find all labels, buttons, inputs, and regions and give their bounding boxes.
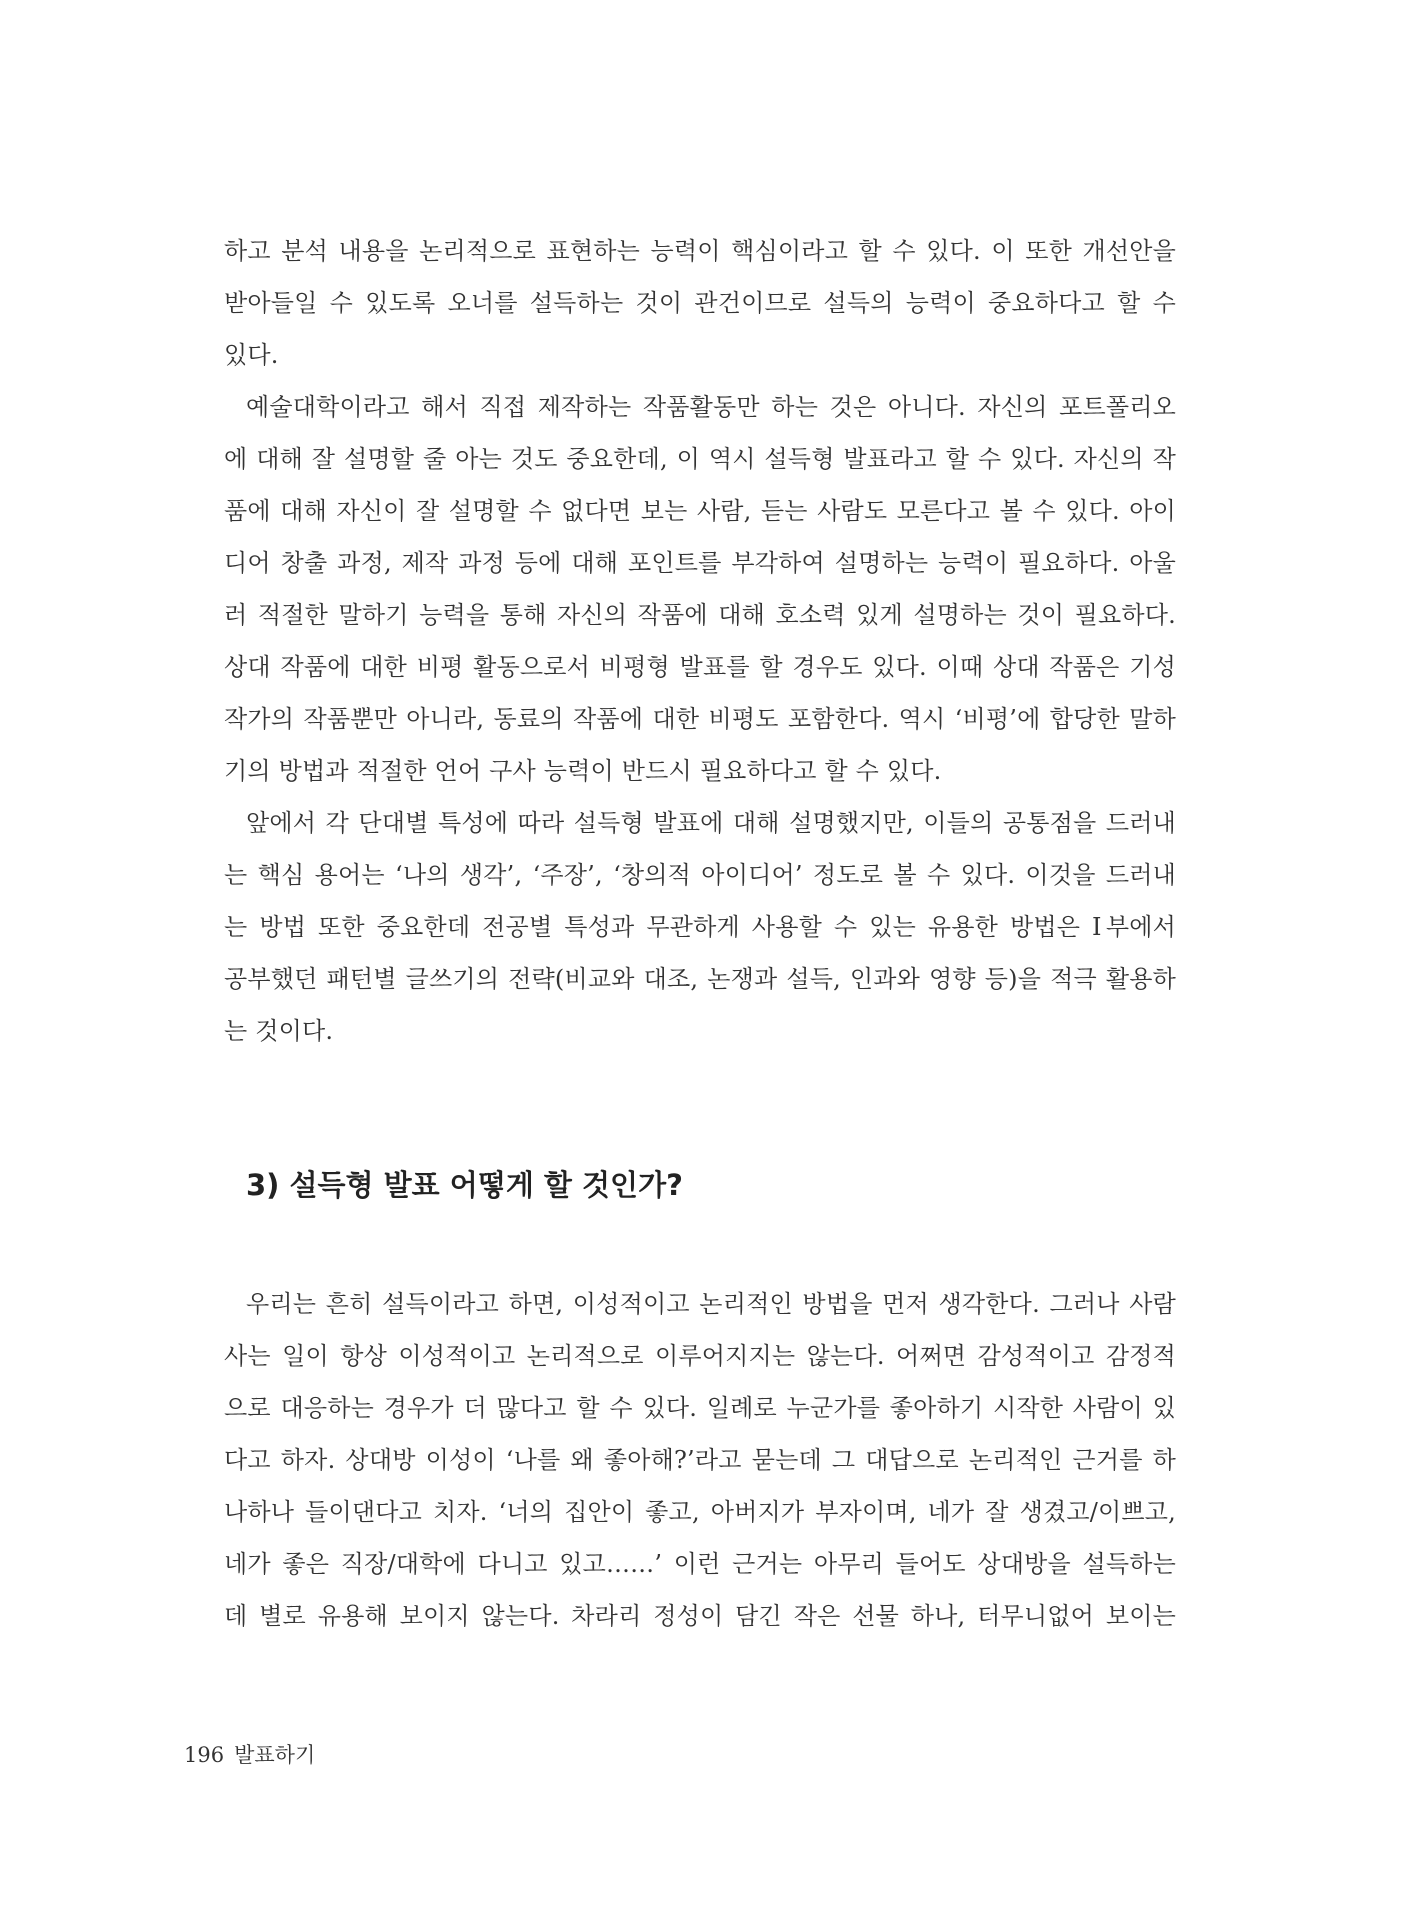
running-title: 발표하기	[234, 1743, 316, 1767]
body-line: 나하나 들이댄다고 치자. ‘너의 집안이 좋고, 아버지가 부자이며, 네가 잘 생겼고/이쁘고,	[224, 1498, 1176, 1526]
body-line: 는 방법 또한 중요한데 전공별 특성과 무관하게 사용할 수 있는 유용한 방법은 Ⅰ부에서	[224, 913, 1176, 941]
body-line: 는 것이다.	[224, 1017, 334, 1045]
body-line: 디어 창출 과정, 제작 과정 등에 대해 포인트를 부각하여 설명하는 능력이 필요하다. 아울	[224, 549, 1176, 577]
body-line: 앞에서 각 단대별 특성에 따라 설득형 발표에 대해 설명했지만, 이들의 공통점을 드러내	[246, 809, 1176, 837]
body-line: 작가의 작품뿐만 아니라, 동료의 작품에 대한 비평도 포함한다. 역시 ‘비평’에 합당한 말하	[224, 705, 1176, 733]
body-line: 에 대해 잘 설명할 줄 아는 것도 중요한데, 이 역시 설득형 발표라고 할 수 있다. 자신의 작	[224, 445, 1176, 473]
body-line: 있다.	[224, 341, 279, 369]
section-heading: 3) 설득형 발표 어떻게 할 것인가?	[246, 1168, 683, 1202]
body-line: 공부했던 패턴별 글쓰기의 전략(비교와 대조, 논쟁과 설득, 인과와 영향 등)을 적극 활용하	[224, 965, 1176, 993]
body-line: 우리는 흔히 설득이라고 하면, 이성적이고 논리적인 방법을 먼저 생각한다. 그러나 사람	[246, 1290, 1176, 1318]
body-line: 사는 일이 항상 이성적이고 논리적으로 이루어지지는 않는다. 어쩌면 감성적이고 감정적	[224, 1342, 1176, 1370]
body-line: 하고 분석 내용을 논리적으로 표현하는 능력이 핵심이라고 할 수 있다. 이 또한 개선안을	[224, 237, 1176, 265]
body-line: 는 핵심 용어는 ‘나의 생각’, ‘주장’, ‘창의적 아이디어’ 정도로 볼 수 있다. 이것을 드러내	[224, 861, 1176, 889]
body-line: 으로 대응하는 경우가 더 많다고 할 수 있다. 일례로 누군가를 좋아하기 시작한 사람이 있	[224, 1394, 1176, 1422]
body-line: 품에 대해 자신이 잘 설명할 수 없다면 보는 사람, 듣는 사람도 모른다고 볼 수 있다. 아이	[224, 497, 1176, 525]
body-line: 네가 좋은 직장/대학에 다니고 있고……’ 이런 근거는 아무리 들어도 상대방을 설득하는	[224, 1550, 1176, 1578]
body-line: 받아들일 수 있도록 오너를 설득하는 것이 관건이므로 설득의 능력이 중요하다고 할 수	[224, 289, 1176, 317]
body-line: 기의 방법과 적절한 언어 구사 능력이 반드시 필요하다고 할 수 있다.	[224, 757, 942, 785]
body-line: 다고 하자. 상대방 이성이 ‘나를 왜 좋아해?’라고 묻는데 그 대답으로 논리적인 근거를 하	[224, 1446, 1176, 1474]
body-line: 예술대학이라고 해서 직접 제작하는 작품활동만 하는 것은 아니다. 자신의 포트폴리오	[246, 393, 1176, 421]
body-line: 데 별로 유용해 보이지 않는다. 차라리 정성이 담긴 작은 선물 하나, 터무니없어 보이는	[224, 1602, 1176, 1630]
body-line: 상대 작품에 대한 비평 활동으로서 비평형 발표를 할 경우도 있다. 이때 상대 작품은 기성	[224, 653, 1176, 681]
body-line: 러 적절한 말하기 능력을 통해 자신의 작품에 대해 호소력 있게 설명하는 것이 필요하다.	[224, 601, 1176, 629]
page-number: 196	[184, 1743, 225, 1767]
page-footer	[184, 1740, 315, 1770]
